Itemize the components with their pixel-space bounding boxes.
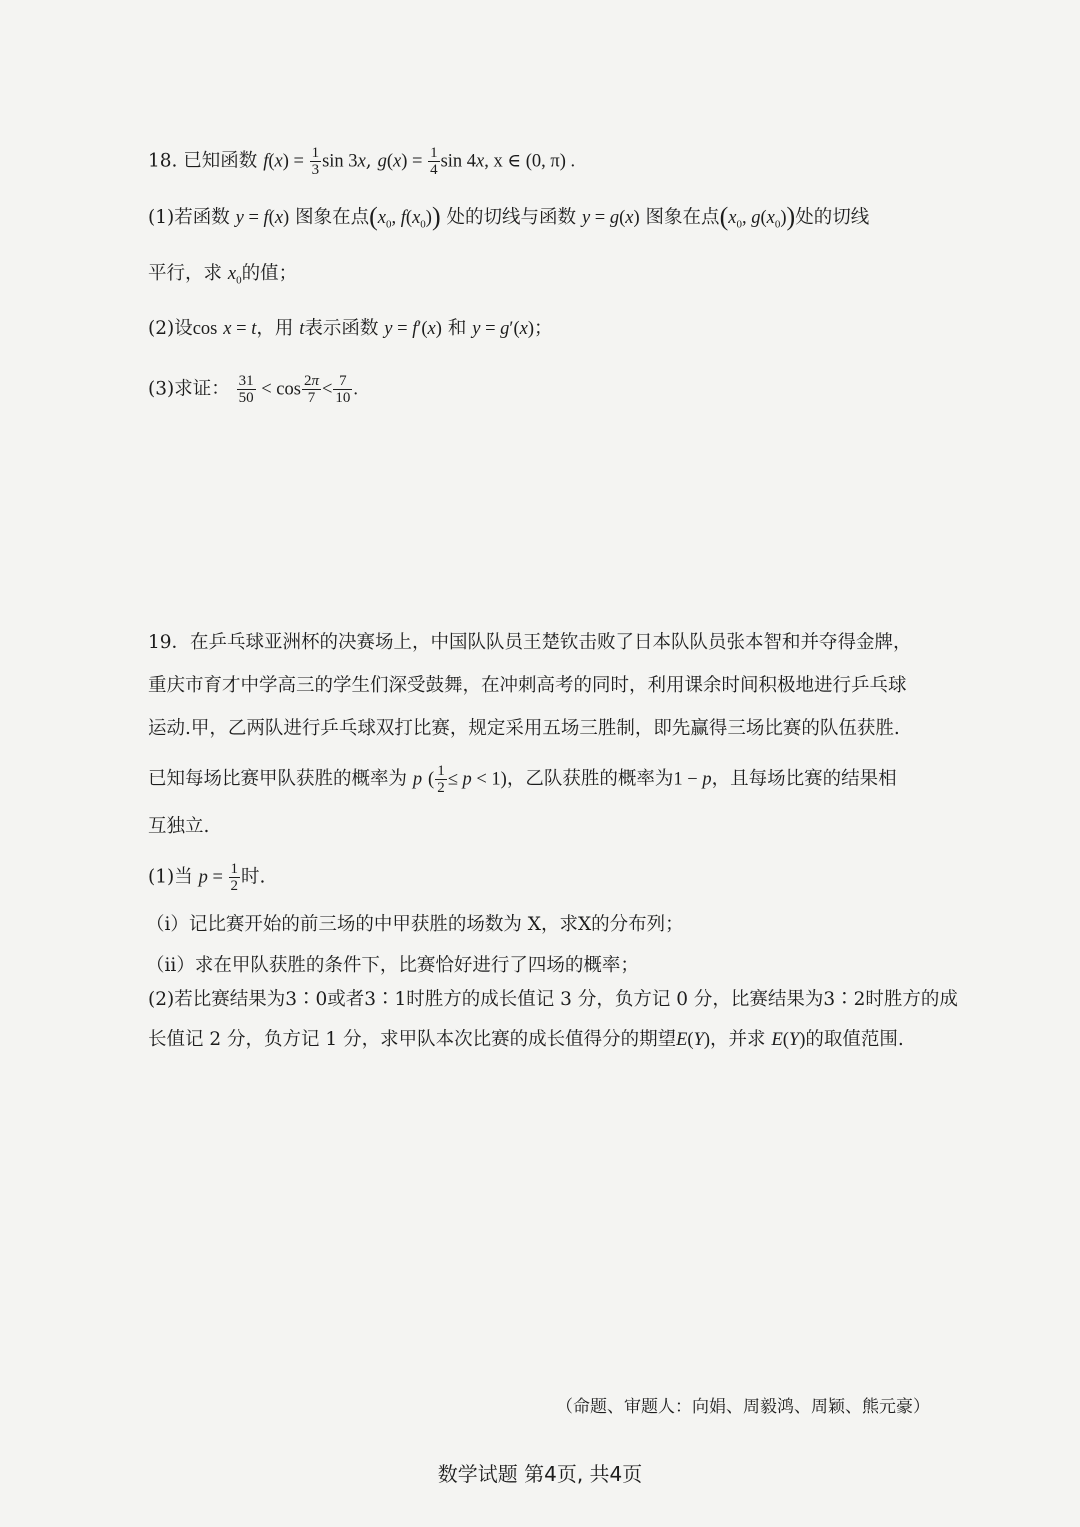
q19-line4: 已知每场比赛甲队获胜的概率为 p ( $\frac{1}{2}$ ≤ p < 1)，乙队获胜的概率为1 − p，且每场比赛的结果相 xyxy=(148,763,897,796)
q18-part1: (1)若函数 y = f(x) 图象在点($x_0$, $f(x_0)$) 处的切线与函数 y = g(x) 图象在点($x_0$, $g(x_0)$)处的切线 xyxy=(148,202,870,231)
page-footer: 数学试题 第4页, 共4页 xyxy=(437,1462,643,1486)
q18-stem: 18. 已知函数 f(x) = $\frac{1}{3}$ sin 3x, g(x) = $\frac{1}{4}$ sin 4x, x ∈ (0, π) . xyxy=(148,145,576,178)
q19-line5: 互独立. xyxy=(148,816,210,837)
q19-part2-line1: (2)若比赛结果为3∶0或者3∶1时胜方的成长值记 3 分，负方记 0 分，比赛结果为3∶2时胜方的成 xyxy=(148,989,958,1010)
q19-part2-line2: 长值记 2 分，负方记 1 分，求甲队本次比赛的成长值得分的期望E(Y)，并求 E(Y)的取值范围. xyxy=(148,1029,904,1050)
q18-part3: (3)求证： $\frac{31}{50}$ < cos $\frac{2\pi}{7}$ < $\frac{7}{10}$ . xyxy=(148,373,359,406)
q18-part2: (2)设cos x = t，用 t表示函数 y = f′(x) 和 y = g′(x)； xyxy=(148,318,553,339)
q19-sub-ii: （ii）求在甲队获胜的条件下，比赛恰好进行了四场的概率； xyxy=(146,955,639,976)
q19-line2: 重庆市育才中学高三的学生们深受鼓舞，在冲刺高考的同时，利用课余时间积极地进行乒乓球 xyxy=(148,675,907,696)
q19-sub-i: （i）记比赛开始的前三场的中甲获胜的场数为 X，求X的分布列； xyxy=(146,914,684,935)
author-credit: （命题、审题人：向娟、周毅鸿、周颖、熊元豪） xyxy=(556,1397,930,1417)
q19-part1: (1)当 p = $\frac{1}{2}$ 时. xyxy=(148,861,266,894)
q18-part1-cont: 平行，求 $x_0$的值； xyxy=(148,263,298,287)
q19-line3: 运动.甲，乙两队进行乒乓球双打比赛，规定采用五场三胜制，即先赢得三场比赛的队伍获胜. xyxy=(148,718,900,739)
q19-line1: 19．在乒乓球亚洲杯的决赛场上，中国队队员王楚钦击败了日本队队员张本智和并夺得金牌， xyxy=(148,632,912,653)
